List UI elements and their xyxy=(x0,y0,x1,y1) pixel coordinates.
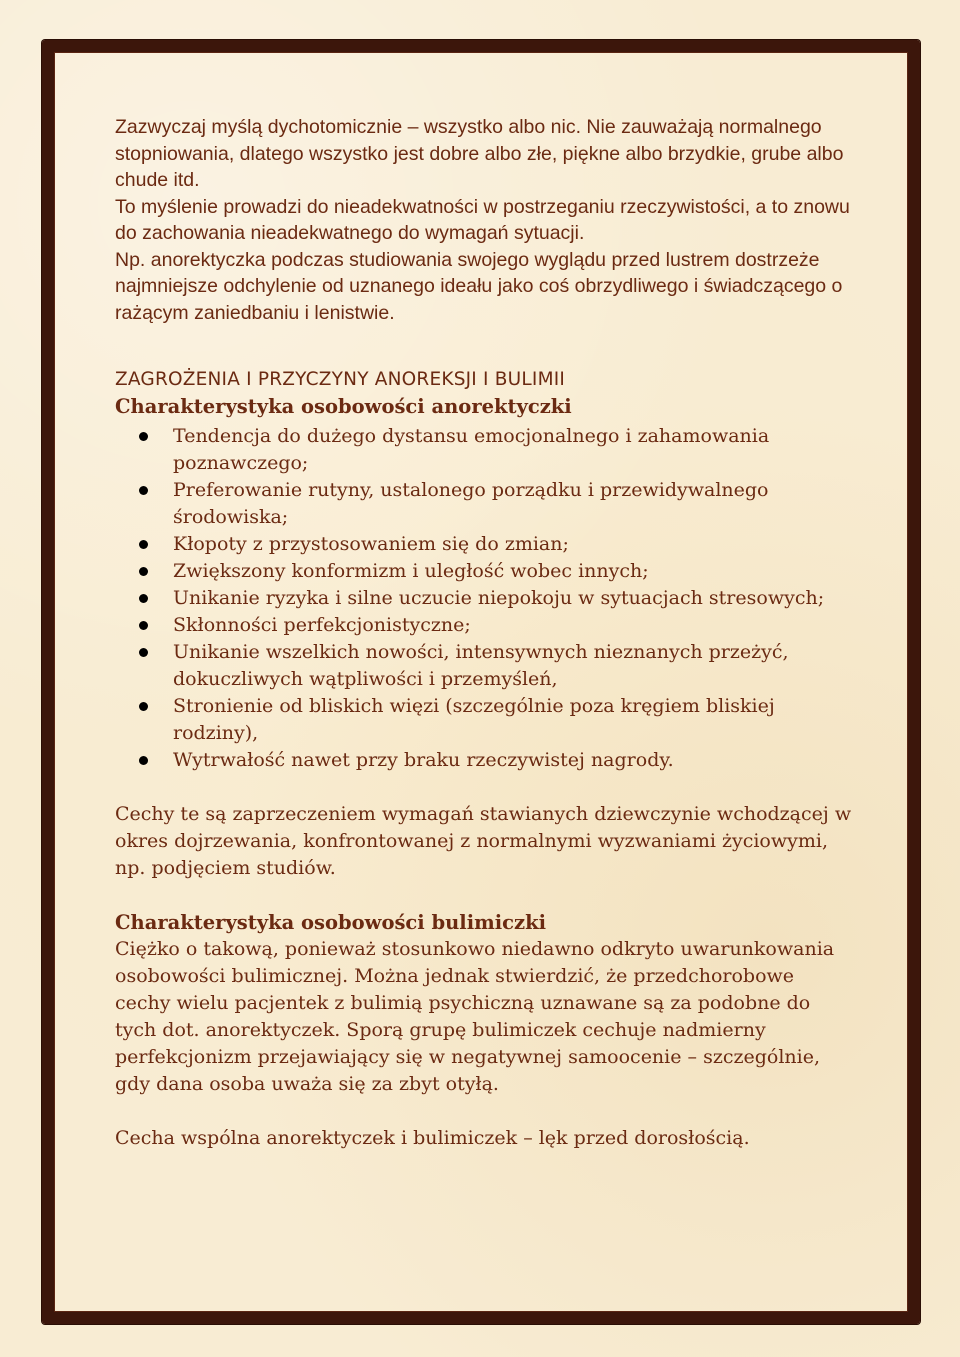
intro-paragraph: To myślenie prowadzi do nieadekwatności w postrzeganiu rzeczywistości, a to znowu do zachowania nieadekwatnego do wymagań sytuacji. xyxy=(115,195,850,244)
conclusion: Cecha wspólna anorektyczek i bulimiczek – lęk przed dorosłością. xyxy=(115,1127,750,1149)
intro-section xyxy=(115,114,855,326)
bullet-icon xyxy=(139,486,148,495)
list-item xyxy=(115,531,855,558)
spacer xyxy=(115,1098,855,1125)
list-item xyxy=(115,423,855,477)
list-item xyxy=(115,558,855,585)
list-item xyxy=(115,747,855,774)
bullet-icon xyxy=(139,621,148,630)
list-item-text: Kłopoty z przystosowaniem się do zmian; xyxy=(173,533,569,555)
bullet-icon xyxy=(139,756,148,765)
anorexia-summary: Cechy te są zaprzeczeniem wymagań stawianych dziewczynie wchodzącej w okres dojrzewania, konfrontowanej z normalnymi wyzwaniami życiowymi, np. podjęciem studiów. xyxy=(115,803,852,879)
spacer xyxy=(115,882,855,909)
bullet-icon xyxy=(139,702,148,711)
anorexia-traits-list xyxy=(115,423,855,774)
list-item-text: Skłonności perfekcjonistyczne; xyxy=(173,614,471,636)
bullet-icon xyxy=(139,540,148,549)
intro-paragraph: Np. anorektyczka podczas studiowania swojego wyglądu przed lustrem dostrzeże najmniejsze odchylenie od uznanego ideału jako coś obrzydliwego i świadczącego o rażącym zaniedbaniu i lenistwie. xyxy=(115,248,843,324)
list-item-text: Wytrwałość nawet przy braku rzeczywistej nagrody. xyxy=(173,749,674,771)
list-item-text: Stronienie od bliskich więzi (szczególnie poza kręgiem bliskiej rodziny), xyxy=(173,695,775,744)
document-body xyxy=(115,114,855,1152)
list-item-text: Tendencja do dużego dystansu emocjonalnego i zahamowania poznawczego; xyxy=(173,425,770,474)
bullet-icon xyxy=(139,648,148,657)
bullet-icon xyxy=(139,432,148,441)
list-item-text: Unikanie ryzyka i silne uczucie niepokoju w sytuacjach stresowych; xyxy=(173,587,825,609)
list-item xyxy=(115,477,855,531)
main-section xyxy=(115,366,855,1152)
bulimia-heading: Charakterystyka osobowości bulimiczki xyxy=(115,911,547,934)
list-item xyxy=(115,612,855,639)
anorexia-heading: Charakterystyka osobowości anorektyczki xyxy=(115,395,572,418)
list-item-text: Unikanie wszelkich nowości, intensywnych nieznanych przeżyć, dokuczliwych wątpliwości i przemyśleń, xyxy=(173,641,789,690)
list-item-text: Zwiększony konformizm i uległość wobec innych; xyxy=(173,560,649,582)
bullet-icon xyxy=(139,594,148,603)
list-item xyxy=(115,639,855,693)
section-title: ZAGROŻENIA I PRZYCZYNY ANOREKSJI I BULIMII xyxy=(115,369,566,390)
list-item xyxy=(115,585,855,612)
bulimia-text: Ciężko o takową, ponieważ stosunkowo niedawno odkryto uwarunkowania osobowości bulimicznej. Można jednak stwierdzić, że przedchorobowe cechy wielu pacjentek z bulimią psychiczną uznawane są za podobne do tych dot. anorektyczek. Sporą grupę bulimiczek cechuje nadmierny perfekcjonizm przejawiający się w negatywnej samoocenie – szczególnie, gdy dana osoba uważa się za zbyt otyłą. xyxy=(115,938,835,1095)
spacer xyxy=(115,774,855,801)
intro-paragraph: Zazwyczaj myślą dychotomicznie – wszystko albo nic. Nie zauważają normalnego stopniowania, dlatego wszystko jest dobre albo złe, piękne albo brzydkie, grube albo chude itd. xyxy=(115,116,844,191)
bullet-icon xyxy=(139,567,148,576)
list-item-text: Preferowanie rutyny, ustalonego porządku i przewidywalnego środowiska; xyxy=(173,479,769,528)
list-item xyxy=(115,693,855,747)
